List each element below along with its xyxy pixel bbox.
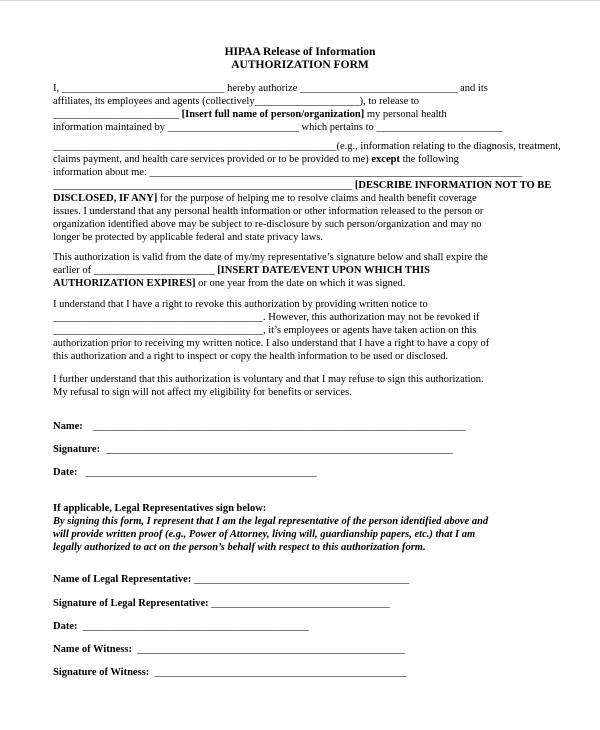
para1-line-10: issues. I understand that any personal health information or other information released to the person or xyxy=(53,206,484,217)
legal-rep-signature-blank[interactable]: __________________________________ xyxy=(208,598,390,609)
date-field[interactable] xyxy=(53,466,317,479)
para1-line-8: _________________________________________________________ [DESCRIBE INFORMATION NOT TO BE xyxy=(53,180,552,191)
para1-line-6: claims payment, and health care services provided or to be provided to me) except the following xyxy=(53,154,459,165)
para4-line-2: My refusal to sign will not affect my eligibility for benefits or services. xyxy=(53,387,352,398)
para3-line-5: this authorization and a right to inspect or copy the health information to be used or disclosed. xyxy=(53,351,449,362)
legal-rep-date-field[interactable] xyxy=(53,620,309,633)
signature-blank[interactable]: __________________________________________________________________ xyxy=(106,444,453,455)
form-title: HIPAA Release of Information xyxy=(224,46,376,58)
date-blank[interactable]: ____________________________________________ xyxy=(85,467,317,478)
legal-rep-statement-3: legally authorized to act on the person’s behalf with respect to this authorization form. xyxy=(53,542,426,553)
witness-signature-label: Signature of Witness: xyxy=(53,667,150,678)
name-blank[interactable]: _______________________________________________________________________ xyxy=(92,421,466,432)
signature-field[interactable] xyxy=(53,443,453,456)
legal-rep-date-blank[interactable]: ___________________________________________ xyxy=(77,621,309,632)
para3-line-1: I understand that I have a right to revoke this authorization by providing written notice to xyxy=(53,299,428,310)
para1-line-11: organization identified above may be subject to re-disclosure by such person/organization and may no xyxy=(53,219,482,230)
para1-line-2: affiliates, its employees and agents (collectively____________________), to release to xyxy=(53,96,420,107)
para2-line-3: AUTHORIZATION EXPIRES] or one year from the date on which it was signed. xyxy=(53,278,406,289)
para3-line-3: ________________________________________, it’s employees or agents have taken action on this xyxy=(53,325,477,336)
para1-line-3: ________________________ [Insert full name of person/organization] my personal health xyxy=(53,109,447,120)
para1-line-12: longer be protected by applicable federal and state privacy laws. xyxy=(53,232,323,243)
witness-signature-blank[interactable]: ________________________________________________ xyxy=(149,667,407,678)
para1-line-7: information about me: _______________________________________________________________________ xyxy=(53,167,523,178)
name-label: Name: xyxy=(53,421,83,432)
top-border xyxy=(0,0,600,1)
para1-line-1: I, _______________________________ hereby authorize ______________________________ and its xyxy=(53,83,488,94)
form-subtitle: AUTHORIZATION FORM xyxy=(231,59,369,71)
para2-line-2: earlier of _______________________ [INSERT DATE/EVENT UPON WHICH THIS xyxy=(53,265,430,276)
para4-line-1: I further understand that this authorization is voluntary and that I may refuse to sign this authorization. xyxy=(53,374,484,385)
legal-rep-signature-label: Signature of Legal Representative: xyxy=(53,598,209,609)
legal-rep-name-blank[interactable]: _________________________________________ xyxy=(191,574,410,585)
legal-rep-statement-2: will provide written proof (e.g., Power of Attorney, living will, guardianship papers, etc.) that I am xyxy=(53,529,476,540)
legal-rep-statement-1: By signing this form, I represent that I am the legal representative of the person identified above and xyxy=(53,516,489,527)
witness-name-blank[interactable]: ___________________________________________________ xyxy=(131,644,405,655)
para2-line-1: This authorization is valid from the date of my/my representative’s signature below and shall expire the xyxy=(53,252,488,263)
witness-signature-field[interactable] xyxy=(53,666,407,679)
legal-rep-date-label: Date: xyxy=(53,621,78,632)
para1-line-4: information maintained by _________________________ which pertains to ________________________ xyxy=(53,122,503,133)
legal-rep-heading: If applicable, Legal Representatives sign below: xyxy=(53,503,267,514)
para1-line-5: ______________________________________________________(e.g., information relating to the diagnosis, treatment, xyxy=(53,141,561,152)
name-field[interactable] xyxy=(53,420,466,433)
legal-rep-name-label: Name of Legal Representative: xyxy=(53,574,192,585)
para1-line-9: DISCLOSED, IF ANY] for the purpose of helping me to resolve claims and health benefit coverage xyxy=(53,193,477,204)
witness-name-label: Name of Witness: xyxy=(53,644,132,655)
witness-name-field[interactable] xyxy=(53,643,405,656)
date-label: Date: xyxy=(53,467,78,478)
para3-line-4: authorization prior to receiving my written notice. I also understand that I have a right to have a copy of xyxy=(53,338,490,349)
signature-label: Signature: xyxy=(53,444,101,455)
legal-rep-signature-field[interactable] xyxy=(53,597,390,610)
legal-rep-name-field[interactable] xyxy=(53,573,409,586)
para3-line-2: ________________________________________. However, this authorization may not be revoked if xyxy=(53,312,480,323)
